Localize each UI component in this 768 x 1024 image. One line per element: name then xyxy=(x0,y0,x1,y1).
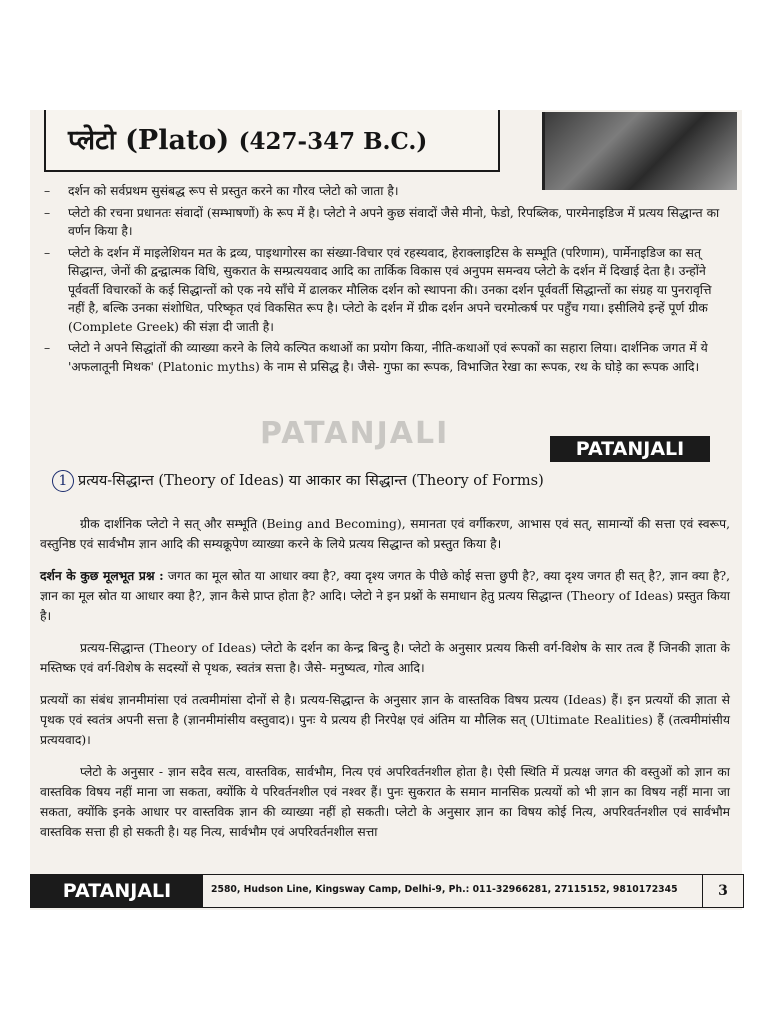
bullet-item: – दर्शन को सर्वप्रथम सुसंबद्ध रूप से प्रस्तुत करने का गौरव प्लेटो को जाता है। xyxy=(38,182,722,201)
paragraph: ग्रीक दार्शनिक प्लेटो ने सत् और सम्भूति (Being and Becoming), समानता एवं वर्गीकरण, आभास एवं सत्, सामान्यों की सत्ता एवं स्वरूप, वस्तुनिष्ठ एवं सार्वभौम ज्ञान आदि की सम्यक्रूपेण व्याख्या करने के लिये प्रत्यय सिद्धान्त को प्रस्तुत किया है। xyxy=(40,517,730,551)
bullet-item: – प्लेटो ने अपने सिद्धांतों की व्याख्या करने के लिये कल्पित कथाओं का प्रयोग किया, नीति-कथाओं एवं रूपकों का सहारा लिया। दार्शनिक जगत में ये 'अफलातूनी मिथक' (Platonic myths) के नाम से प्रसिद्ध है। जैसे- गुफा का रूपक, विभाजित रेखा का रूपक, रथ के घोड़े का रूपक आदि। xyxy=(44,341,708,374)
paragraph: प्रत्ययों का संबंध ज्ञानमीमांसा एवं तत्वमीमांसा दोनों से है। प्रत्यय-सिद्धान्त के अनुसार ज्ञान के वास्तविक विषय प्रत्यय (Ideas) हैं। इन प्रत्ययों की ज्ञाता से पृथक एवं स्वतंत्र अपनी सत्ता है (ज्ञानमीमांसीय वस्तुवाद)। पुनः ये प्रत्यय ही निरपेक्ष एवं अंतिम या मौलिक सत् (Ultimate Realities) हैं (तत्वमीमांसीय प्रत्ययवाद)। xyxy=(40,693,730,747)
paragraph: प्रत्यय-सिद्धान्त (Theory of Ideas) प्लेटो के दर्शन का केन्द्र बिन्दु है। प्लेटो के अनुसार प्रत्यय किसी वर्ग-विशेष के सार तत्व हैं जिनकी ज्ञाता के मस्तिष्क एवं वर्ग-विशेष के सदस्यों से पृथक, स्वतंत्र सत्ता है। जैसे- मनुष्यत्व, गोत्व आदि। xyxy=(40,641,730,675)
page-number: 3 xyxy=(702,875,743,907)
plato-portrait-image xyxy=(542,112,737,190)
page-title xyxy=(68,120,427,157)
title-dates: (427-347 B.C.) xyxy=(238,128,428,155)
bullet-dash-icon: – xyxy=(44,205,51,220)
bullet-item: – प्लेटो की रचना प्रधानतः संवादों (सम्भाषणों) के रूप में है। प्लेटो ने अपने कुछ संवादों जैसे मीनो, फेडो, रिपब्लिक, पारमेनाइडिज में प्रत्यय सिद्धान्त का वर्णन किया है। xyxy=(44,205,720,238)
bullet-item: – प्लेटो के दर्शन में माइलेशियन मत के द्रव्य, पाइथागोरस का संख्या-विचार एवं रहस्यवाद, हेराक्लाइटिस के सम्भूति (परिणाम), पार्मेनाइडिज का सत् सिद्धान्त, जेनों की द्वन्द्वात्मक विधि, सुकरात के सम्प्रत्ययवाद आदि का तार्किक विकास एवं अनुपम समन्वय प्लेटो के दर्शन में दिखाई देता है। उन्होंने पूर्ववर्ती विचारकों के कई सिद्धान्तों को एक नये साँचे में ढालकर मौलिक दर्शन को स्थापना की। उनका दर्शन पूर्ववर्ती सिद्धान्तों का संग्रह या पुनरावृत्ति नहीं है, बल्कि उनका संशोधित, परिष्कृत एवं विकसित रूप है। प्लेटो के दर्शन में ग्रीक दर्शन अपने चरमोत्कर्ष पर पहुँच गया। इसीलिये इन्हें पूर्ण ग्रीक (Complete Greek) की संज्ञा दी जाती है। xyxy=(44,245,712,334)
body-text xyxy=(40,514,730,854)
document-page xyxy=(30,110,742,910)
footer-brand: PATANJALI xyxy=(31,875,203,907)
footer-address: 2580, Hudson Line, Kingsway Camp, Delhi-9, Ph.: 011-32966281, 27115152, 9810172345 xyxy=(211,884,678,895)
intro-bullet-list xyxy=(38,182,722,379)
title-english: (Plato) xyxy=(125,125,230,156)
section-heading xyxy=(52,470,544,492)
bullet-dash-icon: – xyxy=(44,341,51,355)
watermark-text: PATANJALI xyxy=(260,416,450,451)
page-footer xyxy=(30,874,744,908)
bullet-dash-icon: – xyxy=(44,184,51,198)
title-box xyxy=(44,110,500,172)
title-hindi: प्लेटो xyxy=(68,125,116,156)
bullet-dash-icon: – xyxy=(44,245,51,260)
lead-label: दर्शन के कुछ मूलभूत प्रश्न : xyxy=(40,568,164,583)
paragraph: प्लेटो के अनुसार - ज्ञान सदैव सत्य, वास्तविक, सार्वभौम, नित्य एवं अपरिवर्तनशील होता है। ऐसी स्थिति में प्रत्यक्ष जगत की वस्तुओं को ज्ञान का वास्तविक विषय नहीं माना जा सकता, क्योंकि ये परिवर्तनशील एवं नश्वर हैं। पुनः सुकरात के समान मानसिक प्रत्ययों को भी ज्ञान का विषय नहीं माना जा सकता, क्योंकि इनके आधार पर वास्तविक ज्ञान की व्याख्या नहीं हो सकती। प्लेटो के अनुसार ज्ञान का विषय कोई नित्य, अपरिवर्तनशील एवं सार्वभौम वास्तविक सत्ता ही हो सकती है। यह नित्य, सार्वभौम एवं अपरिवर्तनशील सत्ता xyxy=(40,765,730,839)
brand-tag: PATANJALI xyxy=(550,436,710,462)
section-number-badge: 1 xyxy=(52,470,74,492)
section-title: प्रत्यय-सिद्धान्त (Theory of Ideas) या आकार का सिद्धान्त (Theory of Forms) xyxy=(78,473,544,489)
paragraph-questions: दर्शन के कुछ मूलभूत प्रश्न : जगत का मूल स्रोत या आधार क्या है?, क्या दृश्य जगत के पीछे कोई सत्ता छुपी है?, क्या दृश्य जगत ही सत् है?, ज्ञान क्या है?, ज्ञान का मूल स्रोत या आधार क्या है?, ज्ञान कैसे प्राप्त होता है? आदि। प्लेटो ने इन प्रश्नों के समाधान हेतु प्रत्यय सिद्धान्त (Theory of Ideas) प्रस्तुत किया है। xyxy=(40,568,730,623)
